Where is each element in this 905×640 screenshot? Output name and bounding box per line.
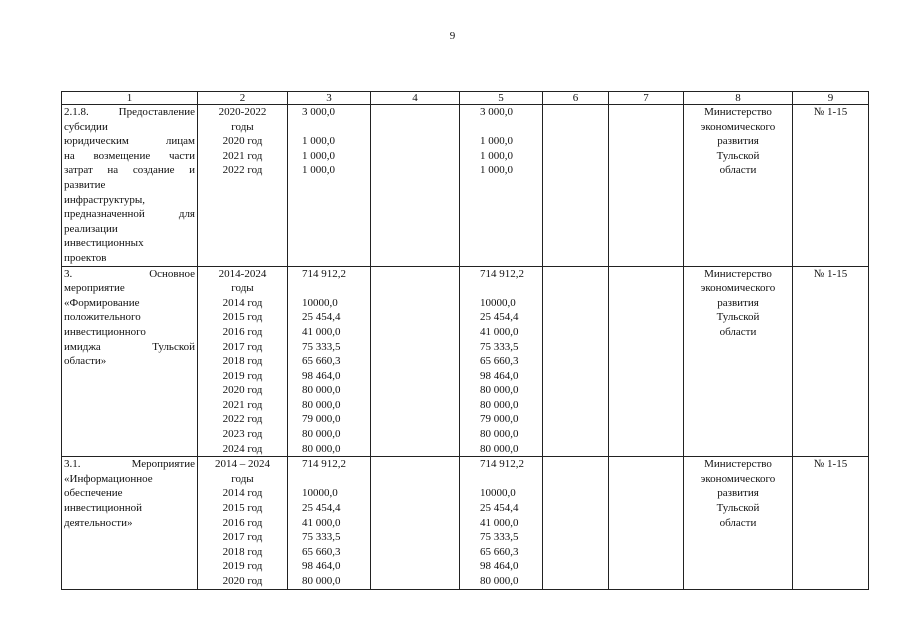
cell-line: 98 464,0 [480, 369, 519, 382]
column-header: 2 [198, 92, 288, 105]
cell-line: 2021 год [222, 149, 263, 162]
cell-line: 65 660,3 [302, 545, 341, 558]
cell-line: деятельности» [64, 516, 133, 529]
cell-line [302, 120, 368, 135]
cell-line: 1 000,0 [302, 149, 335, 162]
regional-amount-cell [460, 105, 543, 267]
cell-line: 3.1. Мероприятие [64, 458, 195, 471]
cell-line: 1 000,0 [480, 149, 513, 162]
cell-line: 2022 год [222, 413, 263, 426]
cell-line [302, 281, 368, 296]
cell-line: 65 660,3 [480, 355, 519, 368]
executor-cell [684, 266, 793, 457]
cell-line: 75 333,5 [480, 340, 519, 353]
cell-line: 41 000,0 [302, 516, 341, 529]
column-number-row [62, 92, 869, 105]
cell-line: 10000,0 [302, 487, 338, 500]
measure-name-cell [62, 457, 198, 589]
cell-line: 75 333,5 [302, 531, 341, 544]
cell-line: развития [717, 487, 759, 500]
cell-line: «Информационное [64, 472, 153, 485]
cell-line: 2020-2022 [218, 106, 267, 118]
column-header: 9 [793, 92, 869, 105]
table-row [62, 266, 869, 457]
period-cell [198, 457, 288, 589]
cell-line: 2018 год [222, 355, 263, 368]
total-amount-cell [288, 457, 371, 589]
cell-line [480, 472, 540, 487]
cell-line: 1 000,0 [480, 135, 513, 148]
cell-line: 714 912,2 [480, 458, 524, 471]
column-header: 6 [543, 92, 609, 105]
table-body [62, 92, 869, 590]
column-7-cell [609, 105, 684, 267]
cell-line: 1 000,0 [302, 164, 335, 177]
cell-line [480, 120, 540, 135]
column-6-cell [543, 105, 609, 267]
cell-line: инвестиционных [64, 237, 144, 250]
cell-line: развития [717, 135, 759, 148]
cell-line: 41 000,0 [480, 516, 519, 529]
column-4-cell [371, 457, 460, 589]
cell-line: 25 454,4 [302, 311, 341, 324]
regional-amount-cell [460, 457, 543, 589]
cell-line: 3 000,0 [302, 106, 335, 118]
column-header: 7 [609, 92, 684, 105]
cell-line: 65 660,3 [480, 545, 519, 558]
column-6-cell [543, 457, 609, 589]
cell-line: области [719, 516, 757, 529]
column-header: 4 [371, 92, 460, 105]
indicator-cell [793, 266, 869, 457]
cell-line: Министерство [704, 267, 772, 280]
cell-line: 98 464,0 [302, 560, 341, 573]
cell-line: 2020 год [222, 384, 263, 397]
cell-line: 2015 год [222, 311, 263, 324]
cell-line: 2017 год [222, 340, 263, 353]
cell-line: 2019 год [222, 369, 263, 382]
cell-line: 2022 год [222, 164, 263, 177]
cell-line: субсидии [64, 120, 108, 133]
cell-line [302, 472, 368, 487]
column-header: 5 [460, 92, 543, 105]
indicator-cell [793, 105, 869, 267]
cell-line: 2014-2024 [218, 267, 267, 280]
cell-line [480, 281, 540, 296]
column-4-cell [371, 105, 460, 267]
cell-line: 79 000,0 [480, 413, 519, 426]
cell-line: 25 454,4 [480, 502, 519, 515]
page-number: 9 [449, 30, 456, 42]
cell-line: 80 000,0 [302, 384, 341, 397]
cell-line: экономического [700, 282, 776, 295]
cell-line: 10000,0 [302, 296, 338, 309]
cell-line: инвестиционной [64, 502, 143, 515]
period-cell [198, 266, 288, 457]
cell-line: № 1-15 [813, 267, 848, 280]
cell-line: 25 454,4 [480, 311, 519, 324]
cell-line: Министерство [704, 106, 772, 118]
cell-line: реализации [64, 222, 118, 235]
cell-line: 2.1.8. Предоставление [64, 106, 195, 118]
cell-line: 25 454,4 [302, 502, 341, 515]
cell-line: годы [231, 120, 254, 133]
cell-line: 80 000,0 [302, 428, 341, 441]
cell-line: 2016 год [222, 516, 263, 529]
cell-line: 80 000,0 [480, 442, 519, 455]
column-4-cell [371, 266, 460, 457]
cell-line: Тульской [716, 502, 760, 515]
cell-line: мероприятие [64, 282, 125, 295]
program-table [61, 91, 869, 590]
regional-amount-cell [460, 266, 543, 457]
cell-line: 2015 год [222, 502, 263, 515]
cell-line: проектов [64, 251, 107, 264]
cell-line: развития [717, 296, 759, 309]
cell-line: затрат на создание и [64, 164, 195, 177]
cell-line: области [719, 325, 757, 338]
cell-line: 75 333,5 [302, 340, 341, 353]
cell-line: 80 000,0 [480, 398, 519, 411]
cell-line: 98 464,0 [302, 369, 341, 382]
cell-line: 41 000,0 [480, 325, 519, 338]
column-7-cell [609, 266, 684, 457]
cell-line: области [719, 164, 757, 177]
period-cell [198, 105, 288, 267]
cell-line: области» [64, 355, 107, 368]
cell-line: развитие [64, 178, 106, 191]
cell-line: Министерство [704, 458, 772, 471]
table-row [62, 457, 869, 589]
cell-line: 3. Основное [64, 267, 195, 280]
cell-line: 80 000,0 [480, 384, 519, 397]
cell-line: 2014 – 2024 [215, 458, 270, 471]
table-row [62, 105, 869, 267]
cell-line: годы [231, 282, 254, 295]
cell-line: 80 000,0 [480, 575, 519, 587]
cell-line: 98 464,0 [480, 560, 519, 573]
cell-line: № 1-15 [813, 458, 848, 471]
cell-line: 2018 год [222, 545, 263, 558]
cell-line: 2016 год [222, 325, 263, 338]
cell-line: Тульской [716, 311, 760, 324]
cell-line: 2017 год [222, 531, 263, 544]
cell-line: 714 912,2 [302, 458, 346, 471]
cell-line: экономического [700, 120, 776, 133]
cell-line: юридическим лицам [64, 135, 195, 148]
cell-line: 10000,0 [480, 296, 516, 309]
indicator-cell [793, 457, 869, 589]
measure-name-cell [62, 266, 198, 457]
column-header: 3 [288, 92, 371, 105]
cell-line: 10000,0 [480, 487, 516, 500]
cell-line: имиджа Тульской [64, 340, 195, 353]
cell-line: 2020 год [222, 135, 263, 148]
cell-line: 65 660,3 [302, 355, 341, 368]
total-amount-cell [288, 105, 371, 267]
cell-line: 2019 год [222, 560, 263, 573]
cell-line: 80 000,0 [302, 575, 341, 587]
cell-line: экономического [700, 472, 776, 485]
cell-line: на возмещение части [64, 149, 195, 162]
column-header: 1 [62, 92, 198, 105]
column-7-cell [609, 457, 684, 589]
cell-line: обеспечение [64, 487, 123, 500]
executor-cell [684, 457, 793, 589]
total-amount-cell [288, 266, 371, 457]
cell-line: 41 000,0 [302, 325, 341, 338]
cell-line: 714 912,2 [302, 267, 346, 280]
cell-line: годы [231, 472, 254, 485]
cell-line: 80 000,0 [480, 428, 519, 441]
cell-line: 80 000,0 [302, 398, 341, 411]
cell-line: 1 000,0 [302, 135, 335, 148]
cell-line: 2021 год [222, 398, 263, 411]
cell-line: 714 912,2 [480, 267, 524, 280]
cell-line: 2024 год [222, 442, 263, 455]
cell-line: Тульской [716, 149, 760, 162]
measure-name-cell [62, 105, 198, 267]
cell-line: 2014 год [222, 487, 263, 500]
column-6-cell [543, 266, 609, 457]
cell-line: «Формирование [64, 296, 140, 309]
cell-line: положительного [64, 311, 141, 324]
cell-line: 2014 год [222, 296, 263, 309]
cell-line: предназначенной для [64, 208, 195, 221]
cell-line: 2023 год [222, 428, 263, 441]
column-header: 8 [684, 92, 793, 105]
executor-cell [684, 105, 793, 267]
cell-line: инвестиционного [64, 325, 146, 338]
cell-line: 80 000,0 [302, 442, 341, 455]
cell-line: 3 000,0 [480, 106, 513, 118]
cell-line: 2020 год [222, 575, 263, 587]
cell-line: 79 000,0 [302, 413, 341, 426]
cell-line: № 1-15 [813, 106, 848, 118]
cell-line: 1 000,0 [480, 164, 513, 177]
cell-line: 75 333,5 [480, 531, 519, 544]
cell-line: инфраструктуры, [64, 193, 145, 206]
